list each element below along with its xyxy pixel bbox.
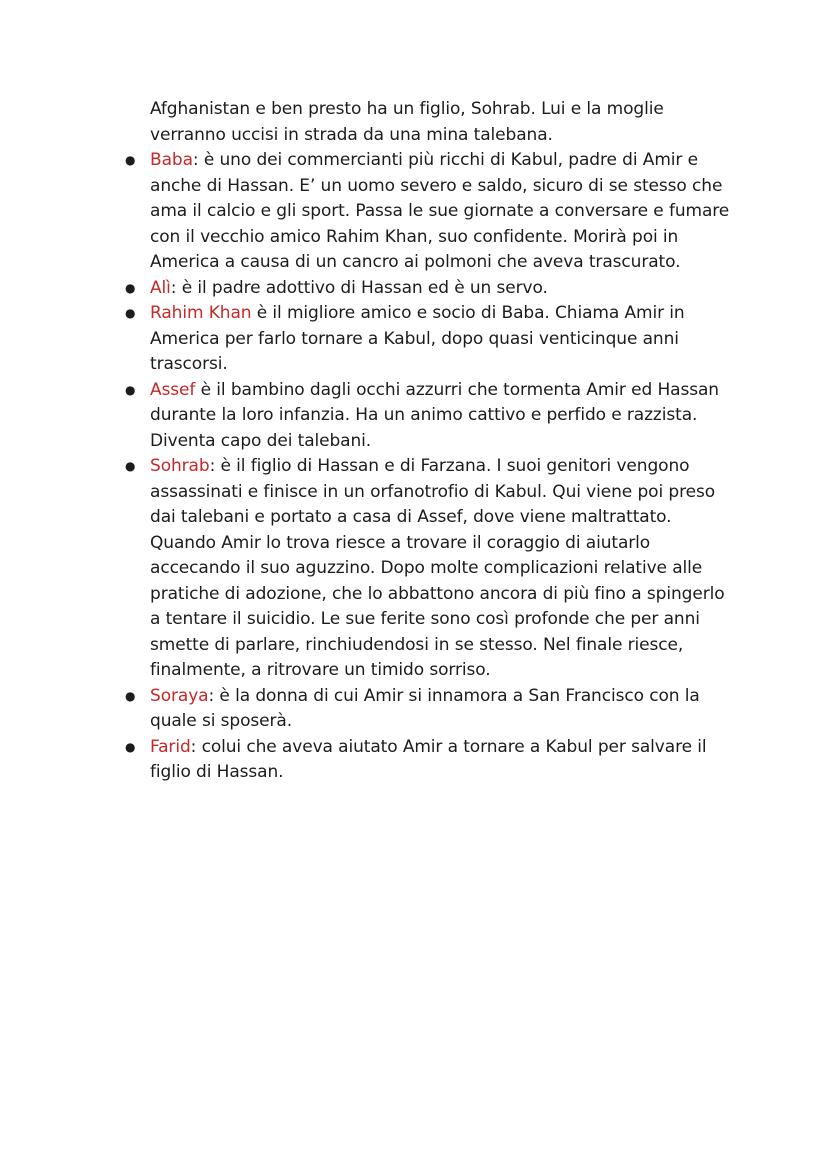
character-description: : colui che aveva aiutato Amir a tornare a Kabul per salvare il figlio di Hassan. <box>150 736 707 782</box>
character-description: : è il padre adottivo di Hassan ed è un servo. <box>170 277 548 298</box>
character-name: Farid <box>150 736 191 757</box>
character-description: : è il figlio di Hassan e di Farzana. I suoi genitori vengono assassinati e finisce in un orfanotrofio di Kabul. Qui viene poi preso dai talebani e portato a casa di Assef, dove viene maltrattato. Quando Amir lo trova riesce a trovare il coraggio di aiutarlo accecando il suo aguzzino. Dopo molte complicazioni relative alle pratiche di adozione, che lo abbattono ancora di più fino a spingerlo a tentare il suicidio. Le sue ferite sono così profonde che per anni smette di parlare, rinchiudendosi in se stesso. Nel finale riesce, finalmente, a ritrovare un timido sorriso. <box>150 456 725 680</box>
list-item-ali <box>125 276 740 302</box>
character-name: Alì <box>150 277 171 298</box>
list-item-baba <box>125 148 740 276</box>
list-item-soraya <box>125 684 740 735</box>
character-description: : è la donna di cui Amir si innamora a San Francisco con la quale si sposerà. <box>150 685 700 731</box>
bullet-icon: ● <box>125 280 136 295</box>
bullet-icon: ● <box>125 382 136 397</box>
continuation-paragraph: Afghanistan e ben presto ha un figlio, Sohrab. Lui e la moglie verranno uccisi in strada da una mina talebana. <box>150 99 664 145</box>
bullet-icon: ● <box>125 459 136 473</box>
list-item-sohrab <box>125 454 740 684</box>
bullet-icon: ● <box>125 153 136 167</box>
list-item-farid <box>125 735 740 786</box>
character-name: Rahim Khan <box>150 303 252 323</box>
character-list <box>125 148 740 786</box>
document-body <box>125 97 740 786</box>
character-description: è il bambino dagli occhi azzurri che tormenta Amir ed Hassan durante la loro infanzia. Ha un animo cattivo e perfido e razzista. Diventa capo dei talebani. <box>150 379 719 451</box>
character-description: : è uno dei commercianti più ricchi di Kabul, padre di Amir e anche di Hassan. E’ un uomo severo e saldo, sicuro di se stesso che ama il calcio e gli sport. Passa le sue giornate a conversare e fumare con il vecchio amico Rahim Khan, suo confidente. Morirà poi in America a causa di un cancro ai polmoni che aveva trascurato. <box>150 150 730 272</box>
character-name: Assef <box>150 379 196 400</box>
bullet-icon: ● <box>125 739 136 754</box>
character-name: Baba <box>150 150 193 170</box>
character-name: Soraya <box>150 685 209 706</box>
bullet-icon: ● <box>125 688 136 703</box>
list-item-rahim-khan <box>125 301 740 378</box>
character-description: è il migliore amico e socio di Baba. Chiama Amir in America per farlo tornare a Kabul, dopo quasi venticinque anni trascorsi. <box>150 303 685 374</box>
list-item-assef <box>125 378 740 455</box>
bullet-icon: ● <box>125 306 136 320</box>
character-name: Sohrab <box>150 456 210 476</box>
